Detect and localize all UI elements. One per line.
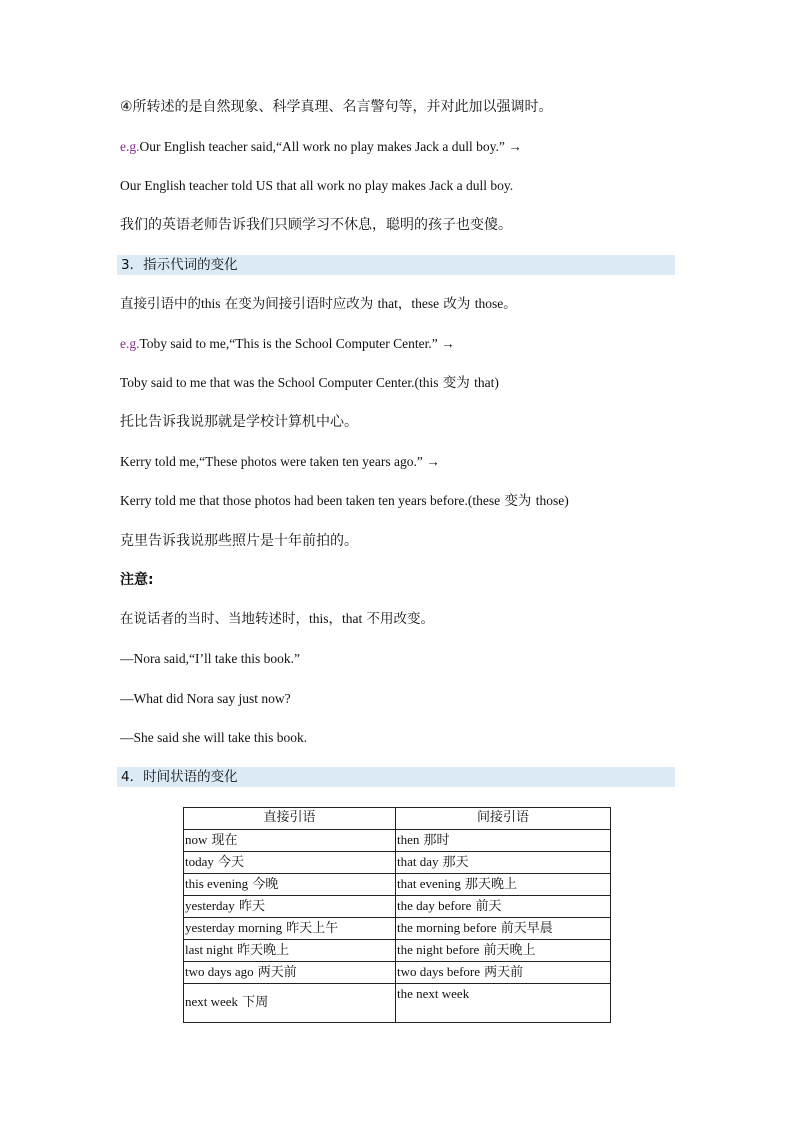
table-row [184, 851, 611, 873]
cell-zh: 那时 [419, 832, 450, 848]
cell-zh: 那天 [438, 854, 469, 870]
table-cell [184, 939, 396, 961]
dialog-line-2: —What did Nora say just now? [120, 691, 291, 706]
table-cell [396, 939, 611, 961]
cell-zh: 今天 [213, 854, 245, 870]
notice-part: this，that [309, 611, 363, 626]
reported-text: Toby said to me that was the School Computer Center.(this [120, 375, 439, 390]
cell-en: that evening [397, 875, 461, 891]
example-2-translation: 托比告诉我说那就是学校计算机中心。 [120, 414, 358, 430]
cell-zh: 两天前 [253, 964, 297, 980]
table-cell [396, 961, 611, 983]
cell-en: the night before [397, 941, 480, 957]
intro-part: that，these [377, 296, 440, 311]
cell-zh: 昨天晚上 [233, 942, 290, 958]
table-cell [184, 961, 396, 983]
eg-label: e.g. [120, 139, 140, 154]
cell-zh: 昨天 [234, 898, 265, 914]
cell-en: yesterday morning [185, 919, 283, 935]
cell-en: now [185, 831, 208, 847]
intro-part: 。 [503, 296, 517, 312]
table-header-row [184, 808, 611, 830]
cell-en: two days ago [185, 963, 254, 979]
notice-text [120, 610, 434, 628]
table-row [184, 939, 611, 961]
cell-en: this evening [185, 875, 249, 891]
cell-zh: 前天晚上 [479, 942, 536, 958]
cell-en: the morning before [397, 919, 497, 935]
table-cell [184, 917, 396, 939]
cell-en: yesterday [185, 897, 235, 913]
table-cell [396, 917, 611, 939]
reported-text: Kerry told me that those photos had been taken ten years before.(these [120, 493, 501, 508]
table-cell [184, 851, 396, 873]
eg-label: e.g. [120, 336, 140, 351]
section-3-intro [120, 295, 517, 313]
example-3-reported [120, 492, 569, 510]
cell-zh: 现在 [207, 832, 238, 848]
dialog-line-3: —She said she will take this book. [120, 730, 308, 745]
table-cell [396, 895, 611, 917]
header-direct-speech: 直接引语 [184, 808, 396, 830]
example-2-direct [120, 335, 455, 353]
reported-note: 变为 [438, 375, 475, 391]
notice-part: 不用改变。 [362, 611, 435, 627]
example-3-translation: 克里告诉我说那些照片是十年前拍的。 [120, 533, 358, 549]
cell-zh: 那天晚上 [460, 876, 518, 892]
section-3-heading: 3．指示代词的变化 [117, 255, 675, 275]
cell-zh: 前天早晨 [496, 920, 553, 936]
cell-zh: 昨天上午 [282, 920, 339, 936]
notice-label: 注意: [120, 572, 154, 588]
rule-4-text: ④所转述的是自然现象、科学真理、名言警句等，并对此加以强调时。 [120, 99, 553, 115]
example-3-direct: Kerry told me,“These photos were taken ten years ago.” → [120, 454, 440, 469]
table-row [184, 961, 611, 983]
cell-en: that day [397, 853, 439, 869]
example-1-direct [120, 138, 522, 156]
section-4-heading: 4．时间状语的变化 [117, 767, 675, 787]
table-cell [396, 851, 611, 873]
example-2-direct-text: Toby said to me,“This is the School Computer Center.” → [139, 336, 455, 351]
example-1-reported: Our English teacher told US that all work no play makes Jack a dull boy. [120, 178, 514, 193]
intro-part: those [474, 296, 504, 311]
table-cell [396, 983, 611, 1022]
intro-part: 改为 [439, 296, 475, 312]
table-row [184, 829, 611, 851]
reported-note: 变为 [500, 493, 536, 509]
notice-part: 在说话者的当时、当地转述时， [120, 611, 309, 627]
intro-part: 直接引语中的 [120, 296, 201, 312]
cell-en: next week [185, 994, 239, 1009]
cell-zh: 下周 [238, 995, 269, 1010]
intro-part: this [201, 296, 221, 311]
example-1-direct-text: Our English teacher said,“All work no play makes Jack a dull boy.” → [139, 139, 522, 154]
table-row [184, 895, 611, 917]
cell-en: the next week [397, 985, 470, 1001]
example-1-translation: 我们的英语老师告诉我们只顾学习不休息，聪明的孩子也变傻。 [120, 217, 512, 233]
cell-en: then [397, 831, 420, 847]
table-row [184, 873, 611, 895]
example-2-reported [120, 374, 499, 392]
table-cell [184, 829, 396, 851]
reported-note-end: that) [474, 375, 499, 390]
reported-note-end: those) [535, 493, 569, 508]
dialog-line-1: —Nora said,“I’ll take this book.” [120, 651, 300, 666]
table-row [184, 917, 611, 939]
cell-zh: 前天 [471, 898, 502, 914]
table-row [184, 983, 611, 1022]
header-indirect-speech: 间接引语 [396, 808, 611, 830]
cell-zh: 今晚 [248, 876, 279, 892]
table-cell [184, 873, 396, 895]
intro-part: 在变为间接引语时应改为 [220, 296, 378, 312]
cell-zh: 两天前 [480, 964, 524, 980]
table-cell [184, 983, 396, 1022]
cell-en: two days before [397, 963, 481, 979]
cell-en: last night [185, 941, 234, 957]
cell-en: today [185, 853, 214, 869]
cell-en: the day before [397, 897, 472, 913]
table-cell [396, 873, 611, 895]
table-cell [396, 829, 611, 851]
time-adverbial-table [183, 807, 611, 1023]
table-cell [184, 895, 396, 917]
